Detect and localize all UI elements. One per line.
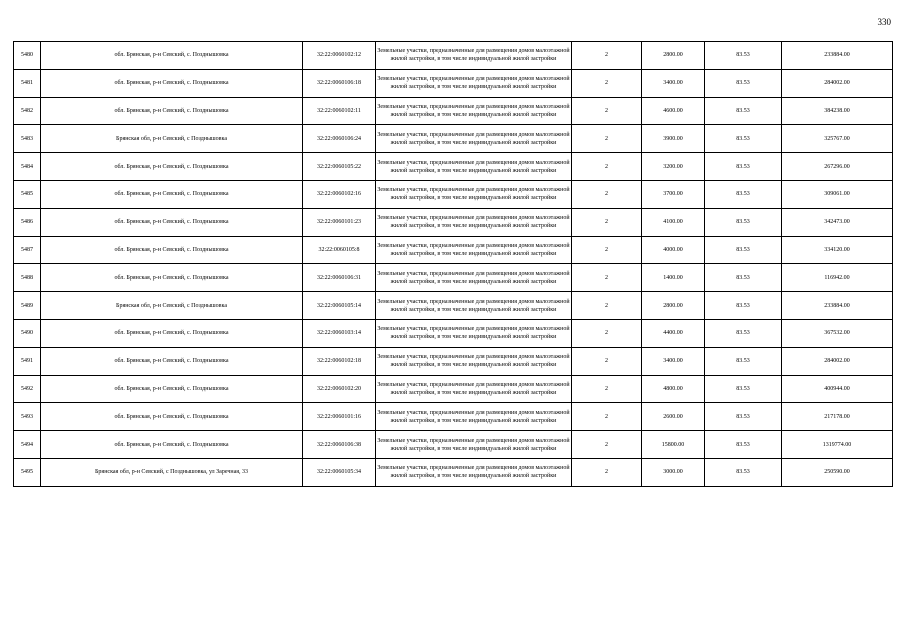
cadastral-number-cell: 32:22:0060102:11 xyxy=(303,97,376,125)
area-cell: 3200.00 xyxy=(642,153,705,181)
land-use-cell: Земельные участки, предназначенные для размещения домов малоэтажной жилой застройки, в том числе индивидуальной жилой застройки xyxy=(376,97,572,125)
cadastral-value-cell: 233884.00 xyxy=(782,42,893,70)
address-cell: обл. Брянская, р-н Севский, с. Позднышовка xyxy=(41,264,303,292)
area-cell: 2600.00 xyxy=(642,403,705,431)
group-cell: 2 xyxy=(572,153,642,181)
area-cell: 3700.00 xyxy=(642,180,705,208)
land-use-cell: Земельные участки, предназначенные для размещения домов малоэтажной жилой застройки, в том числе индивидуальной жилой застройки xyxy=(376,375,572,403)
land-use-cell: Земельные участки, предназначенные для размещения домов малоэтажной жилой застройки, в том числе индивидуальной жилой застройки xyxy=(376,153,572,181)
land-use-cell: Земельные участки, предназначенные для размещения домов малоэтажной жилой застройки, в том числе индивидуальной жилой застройки xyxy=(376,125,572,153)
land-use-cell: Земельные участки, предназначенные для размещения домов малоэтажной жилой застройки, в том числе индивидуальной жилой застройки xyxy=(376,403,572,431)
group-cell: 2 xyxy=(572,97,642,125)
group-cell: 2 xyxy=(572,125,642,153)
cadastral-number-cell: 32:22:0060105:34 xyxy=(303,458,376,486)
table-row xyxy=(14,403,893,431)
specific-value-cell: 83.53 xyxy=(705,208,782,236)
row-number-cell: 5494 xyxy=(14,431,41,459)
specific-value-cell: 83.53 xyxy=(705,236,782,264)
table-row xyxy=(14,125,893,153)
address-cell: обл. Брянская, р-н Севский, с. Позднышовка xyxy=(41,319,303,347)
row-number-cell: 5492 xyxy=(14,375,41,403)
cadastral-value-cell: 1319774.00 xyxy=(782,431,893,459)
group-cell: 2 xyxy=(572,264,642,292)
specific-value-cell: 83.53 xyxy=(705,69,782,97)
area-cell: 15800.00 xyxy=(642,431,705,459)
group-cell: 2 xyxy=(572,403,642,431)
table-row xyxy=(14,97,893,125)
address-cell: обл. Брянская, р-н Севский, с. Позднышовка xyxy=(41,375,303,403)
area-cell: 3000.00 xyxy=(642,458,705,486)
cadastral-value-cell: 233884.00 xyxy=(782,292,893,320)
cadastral-value-cell: 309061.00 xyxy=(782,180,893,208)
group-cell: 2 xyxy=(572,180,642,208)
cadastral-number-cell: 32:22:0060105:22 xyxy=(303,153,376,181)
specific-value-cell: 83.53 xyxy=(705,319,782,347)
row-number-cell: 5484 xyxy=(14,153,41,181)
cadastral-number-cell: 32:22:0060102:20 xyxy=(303,375,376,403)
land-use-cell: Земельные участки, предназначенные для размещения домов малоэтажной жилой застройки, в том числе индивидуальной жилой застройки xyxy=(376,208,572,236)
table-row xyxy=(14,69,893,97)
specific-value-cell: 83.53 xyxy=(705,431,782,459)
row-number-cell: 5493 xyxy=(14,403,41,431)
area-cell: 3900.00 xyxy=(642,125,705,153)
row-number-cell: 5482 xyxy=(14,97,41,125)
specific-value-cell: 83.53 xyxy=(705,180,782,208)
cadastral-value-cell: 342473.00 xyxy=(782,208,893,236)
address-cell: обл. Брянская, р-н Севский, с. Позднышовка xyxy=(41,431,303,459)
table-row xyxy=(14,264,893,292)
cadastral-value-cell: 284002.00 xyxy=(782,69,893,97)
cadastral-number-cell: 32:22:0060105:8 xyxy=(303,236,376,264)
specific-value-cell: 83.53 xyxy=(705,42,782,70)
area-cell: 4000.00 xyxy=(642,236,705,264)
cadastral-value-cell: 217178.00 xyxy=(782,403,893,431)
specific-value-cell: 83.53 xyxy=(705,292,782,320)
cadastral-value-cell: 325767.00 xyxy=(782,125,893,153)
address-cell: обл. Брянская, р-н Севский, с. Позднышовка xyxy=(41,153,303,181)
land-use-cell: Земельные участки, предназначенные для размещения домов малоэтажной жилой застройки, в том числе индивидуальной жилой застройки xyxy=(376,236,572,264)
address-cell: обл. Брянская, р-н Севский, с. Позднышовка xyxy=(41,97,303,125)
group-cell: 2 xyxy=(572,375,642,403)
specific-value-cell: 83.53 xyxy=(705,97,782,125)
cadastral-value-cell: 367532.00 xyxy=(782,319,893,347)
area-cell: 4100.00 xyxy=(642,208,705,236)
land-use-cell: Земельные участки, предназначенные для размещения домов малоэтажной жилой застройки, в том числе индивидуальной жилой застройки xyxy=(376,319,572,347)
address-cell: обл. Брянская, р-н Севский, с. Позднышовка xyxy=(41,42,303,70)
group-cell: 2 xyxy=(572,347,642,375)
cadastral-value-cell: 284002.00 xyxy=(782,347,893,375)
table-body xyxy=(14,42,893,487)
land-use-cell: Земельные участки, предназначенные для размещения домов малоэтажной жилой застройки, в том числе индивидуальной жилой застройки xyxy=(376,42,572,70)
cadastral-number-cell: 32:22:0060106:24 xyxy=(303,125,376,153)
table-row xyxy=(14,431,893,459)
row-number-cell: 5489 xyxy=(14,292,41,320)
address-cell: Брянская обл, р-н Севский, с Позднышовка xyxy=(41,292,303,320)
address-cell: Брянская обл, р-н Севский, с Позднышовка, ул Заречная, 33 xyxy=(41,458,303,486)
area-cell: 1400.00 xyxy=(642,264,705,292)
land-use-cell: Земельные участки, предназначенные для размещения домов малоэтажной жилой застройки, в том числе индивидуальной жилой застройки xyxy=(376,180,572,208)
table-row xyxy=(14,319,893,347)
address-cell: обл. Брянская, р-н Севский, с. Позднышовка xyxy=(41,347,303,375)
cadastral-value-cell: 250590.00 xyxy=(782,458,893,486)
table-row xyxy=(14,236,893,264)
row-number-cell: 5483 xyxy=(14,125,41,153)
land-use-cell: Земельные участки, предназначенные для размещения домов малоэтажной жилой застройки, в том числе индивидуальной жилой застройки xyxy=(376,69,572,97)
area-cell: 3400.00 xyxy=(642,347,705,375)
table-row xyxy=(14,42,893,70)
land-use-cell: Земельные участки, предназначенные для размещения домов малоэтажной жилой застройки, в том числе индивидуальной жилой застройки xyxy=(376,264,572,292)
page-number: 330 xyxy=(877,17,891,27)
land-use-cell: Земельные участки, предназначенные для размещения домов малоэтажной жилой застройки, в том числе индивидуальной жилой застройки xyxy=(376,347,572,375)
cadastral-number-cell: 32:22:0060106:38 xyxy=(303,431,376,459)
specific-value-cell: 83.53 xyxy=(705,458,782,486)
row-number-cell: 5488 xyxy=(14,264,41,292)
address-cell: обл. Брянская, р-н Севский, с. Позднышовка xyxy=(41,208,303,236)
row-number-cell: 5486 xyxy=(14,208,41,236)
area-cell: 2800.00 xyxy=(642,292,705,320)
row-number-cell: 5487 xyxy=(14,236,41,264)
specific-value-cell: 83.53 xyxy=(705,403,782,431)
group-cell: 2 xyxy=(572,42,642,70)
cadastral-number-cell: 32:22:0060101:23 xyxy=(303,208,376,236)
cadastral-number-cell: 32:22:0060103:14 xyxy=(303,319,376,347)
area-cell: 4400.00 xyxy=(642,319,705,347)
specific-value-cell: 83.53 xyxy=(705,125,782,153)
table-row xyxy=(14,375,893,403)
area-cell: 4600.00 xyxy=(642,97,705,125)
group-cell: 2 xyxy=(572,69,642,97)
group-cell: 2 xyxy=(572,431,642,459)
table-row xyxy=(14,292,893,320)
row-number-cell: 5481 xyxy=(14,69,41,97)
table-row xyxy=(14,347,893,375)
table-row xyxy=(14,208,893,236)
group-cell: 2 xyxy=(572,292,642,320)
cadastral-number-cell: 32:22:0060102:16 xyxy=(303,180,376,208)
cadastral-value-cell: 267296.00 xyxy=(782,153,893,181)
address-cell: обл. Брянская, р-н Севский, с. Позднышовка xyxy=(41,236,303,264)
area-cell: 4800.00 xyxy=(642,375,705,403)
group-cell: 2 xyxy=(572,208,642,236)
address-cell: обл. Брянская, р-н Севский, с. Позднышовка xyxy=(41,180,303,208)
table-row xyxy=(14,458,893,486)
specific-value-cell: 83.53 xyxy=(705,153,782,181)
group-cell: 2 xyxy=(572,319,642,347)
land-plots-table xyxy=(13,41,893,487)
cadastral-value-cell: 334120.00 xyxy=(782,236,893,264)
row-number-cell: 5495 xyxy=(14,458,41,486)
row-number-cell: 5491 xyxy=(14,347,41,375)
specific-value-cell: 83.53 xyxy=(705,375,782,403)
cadastral-number-cell: 32:22:0060102:18 xyxy=(303,347,376,375)
address-cell: Брянская обл, р-н Севский, с Позднышовка xyxy=(41,125,303,153)
specific-value-cell: 83.53 xyxy=(705,347,782,375)
group-cell: 2 xyxy=(572,236,642,264)
cadastral-number-cell: 32:22:0060106:31 xyxy=(303,264,376,292)
cadastral-number-cell: 32:22:0060105:14 xyxy=(303,292,376,320)
cadastral-number-cell: 32:22:0060106:18 xyxy=(303,69,376,97)
address-cell: обл. Брянская, р-н Севский, с. Позднышовка xyxy=(41,403,303,431)
cadastral-value-cell: 400944.00 xyxy=(782,375,893,403)
land-use-cell: Земельные участки, предназначенные для размещения домов малоэтажной жилой застройки, в том числе индивидуальной жилой застройки xyxy=(376,458,572,486)
area-cell: 2800.00 xyxy=(642,42,705,70)
cadastral-value-cell: 384238.00 xyxy=(782,97,893,125)
table-row xyxy=(14,180,893,208)
land-use-cell: Земельные участки, предназначенные для размещения домов малоэтажной жилой застройки, в том числе индивидуальной жилой застройки xyxy=(376,292,572,320)
land-use-cell: Земельные участки, предназначенные для размещения домов малоэтажной жилой застройки, в том числе индивидуальной жилой застройки xyxy=(376,431,572,459)
specific-value-cell: 83.53 xyxy=(705,264,782,292)
group-cell: 2 xyxy=(572,458,642,486)
cadastral-value-cell: 116942.00 xyxy=(782,264,893,292)
address-cell: обл. Брянская, р-н Севский, с. Позднышовка xyxy=(41,69,303,97)
row-number-cell: 5490 xyxy=(14,319,41,347)
cadastral-number-cell: 32:22:0060101:16 xyxy=(303,403,376,431)
area-cell: 3400.00 xyxy=(642,69,705,97)
cadastral-number-cell: 32:22:0060102:12 xyxy=(303,42,376,70)
table-row xyxy=(14,153,893,181)
row-number-cell: 5480 xyxy=(14,42,41,70)
row-number-cell: 5485 xyxy=(14,180,41,208)
